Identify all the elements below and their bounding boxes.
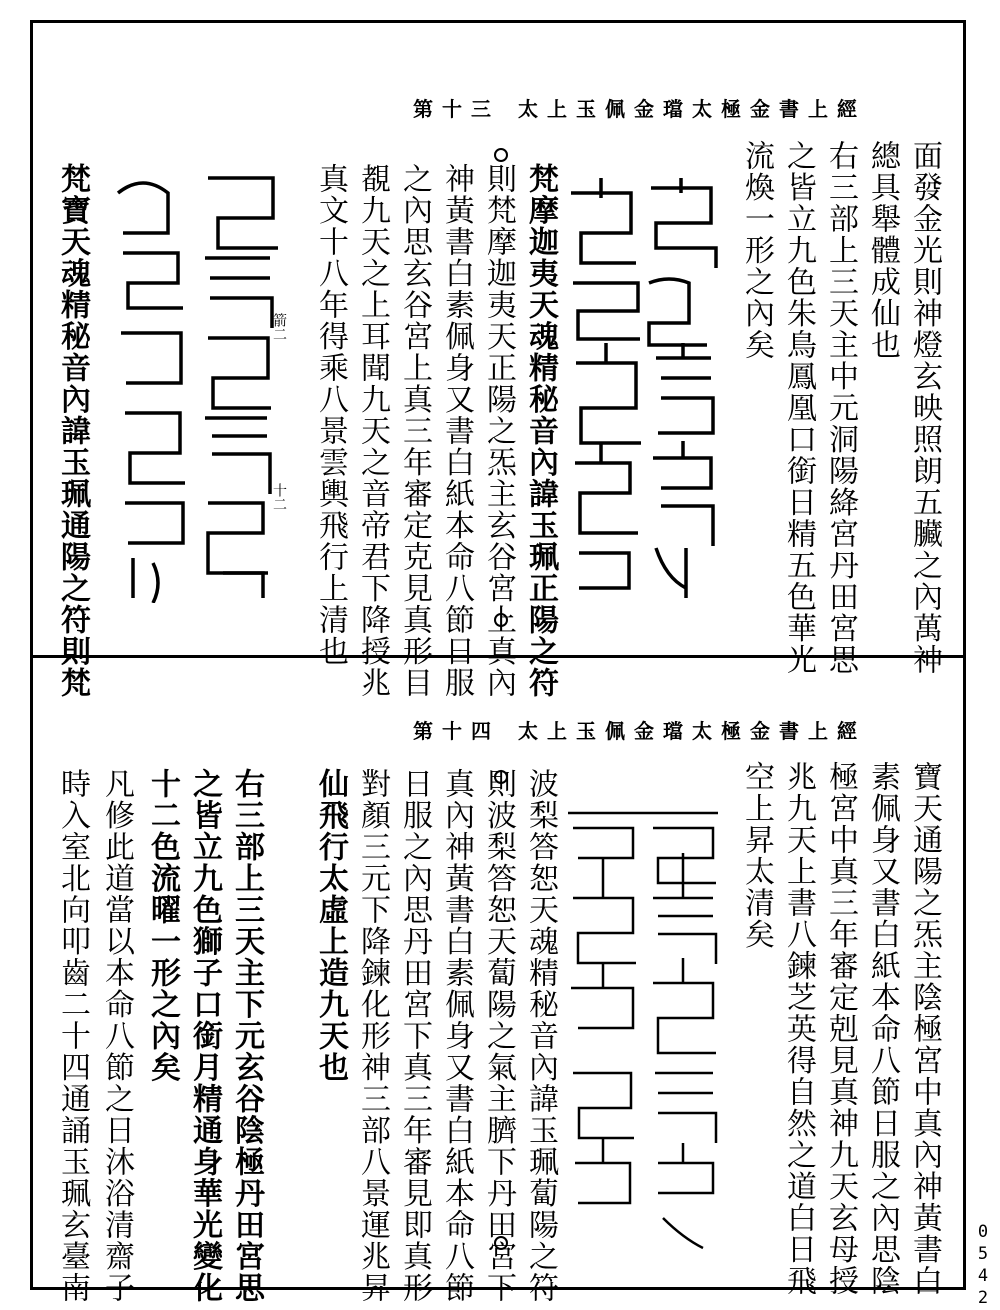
text-column: 面發金光則神燈玄映照朗五臟之內萬神 <box>907 140 942 676</box>
text-column: 之皆立九色獅子口銜月精通身華光變化 <box>187 768 222 1304</box>
bottom-panel <box>33 658 963 1304</box>
text-column: 仙飛行太虛上造九天也 <box>313 768 348 1083</box>
text-column: 真文十八年得乘八景雲輿飛行上清也 <box>313 163 348 667</box>
page-number: 0542 <box>973 1222 993 1310</box>
text-column: 真內神黃書白素佩身又書白紙本命八節 <box>439 768 474 1304</box>
talisman-seal <box>113 163 285 603</box>
talisman-seal <box>563 798 723 1258</box>
bottom-header <box>33 715 963 745</box>
top-header-page: 第十三 <box>413 97 500 121</box>
text-column: 覩九天之上耳聞九天之音帝君下降授兆 <box>355 163 390 699</box>
circle-mark <box>494 148 508 162</box>
text-column: 梵摩迦夷天魂精秘音內諱玉珮正陽之符 <box>523 163 558 699</box>
text-column: 波梨答恕天魂精秘音內諱玉珮蔔陽之符 <box>523 768 558 1304</box>
text-column: 流煥一形之內矣 <box>739 140 774 361</box>
bottom-header-title: 太上玉佩金璫太極金書上經 <box>518 719 866 743</box>
text-column: 空上昇太清矣 <box>739 761 774 950</box>
text-column: 對顏三元下降鍊化形神三部八景運兆昇 <box>355 768 390 1304</box>
text-column: 兆九天上書八鍊芝英得自然之道白日飛 <box>781 761 816 1297</box>
text-column: 日服之內思丹田宮下真三年審見即真形 <box>397 768 432 1304</box>
text-column: 右三部上三天主下元玄谷陰極丹田宮思 <box>229 768 264 1304</box>
margin-note: 箭二 <box>271 313 287 341</box>
text-column: 十二色流曜一形之內矣 <box>145 768 180 1083</box>
top-header-title: 太上玉佩金璫太極金書上經 <box>518 97 866 121</box>
text-column: 梵寶天魂精秘音內諱玉珮通陽之符則梵 <box>55 163 90 699</box>
bottom-header-page: 第十四 <box>413 719 500 743</box>
top-header <box>33 93 963 123</box>
text-column: 之皆立九色朱鳥鳳凰口銜日精五色華光 <box>781 140 816 676</box>
text-column: 總具舉體成仙也 <box>865 140 900 361</box>
talisman-seal <box>561 173 727 613</box>
top-panel <box>33 23 963 699</box>
text-column: 寶天通陽之炁主陰極宮中真內神黃書白 <box>907 761 942 1297</box>
margin-note: 十二 <box>271 483 287 511</box>
text-column: 素佩身又書白紙本命八節日服之內思陰 <box>865 761 900 1297</box>
text-column: 則波梨答恕天蔔陽之氣主臍下丹田宮下 <box>481 768 516 1304</box>
text-column: 之內思玄谷宮上真三年審定克見真形目 <box>397 163 432 699</box>
text-column: 神黃書白素佩身又書白紙本命八節日服 <box>439 163 474 699</box>
text-column: 凡修此道當以本命八節之日沐浴清齋子 <box>99 768 134 1304</box>
text-column: 極宮中真三年審定剋見真神九天玄母授 <box>823 761 858 1297</box>
text-column: 時入室北向叩齒二十四通誦玉珮玄臺南 <box>55 768 90 1304</box>
text-column: 右三部上三天主中元洞陽絳宮丹田宮思 <box>823 140 858 676</box>
text-column: 則梵摩迦夷天正陽之炁主玄谷宮上真內 <box>481 163 516 699</box>
